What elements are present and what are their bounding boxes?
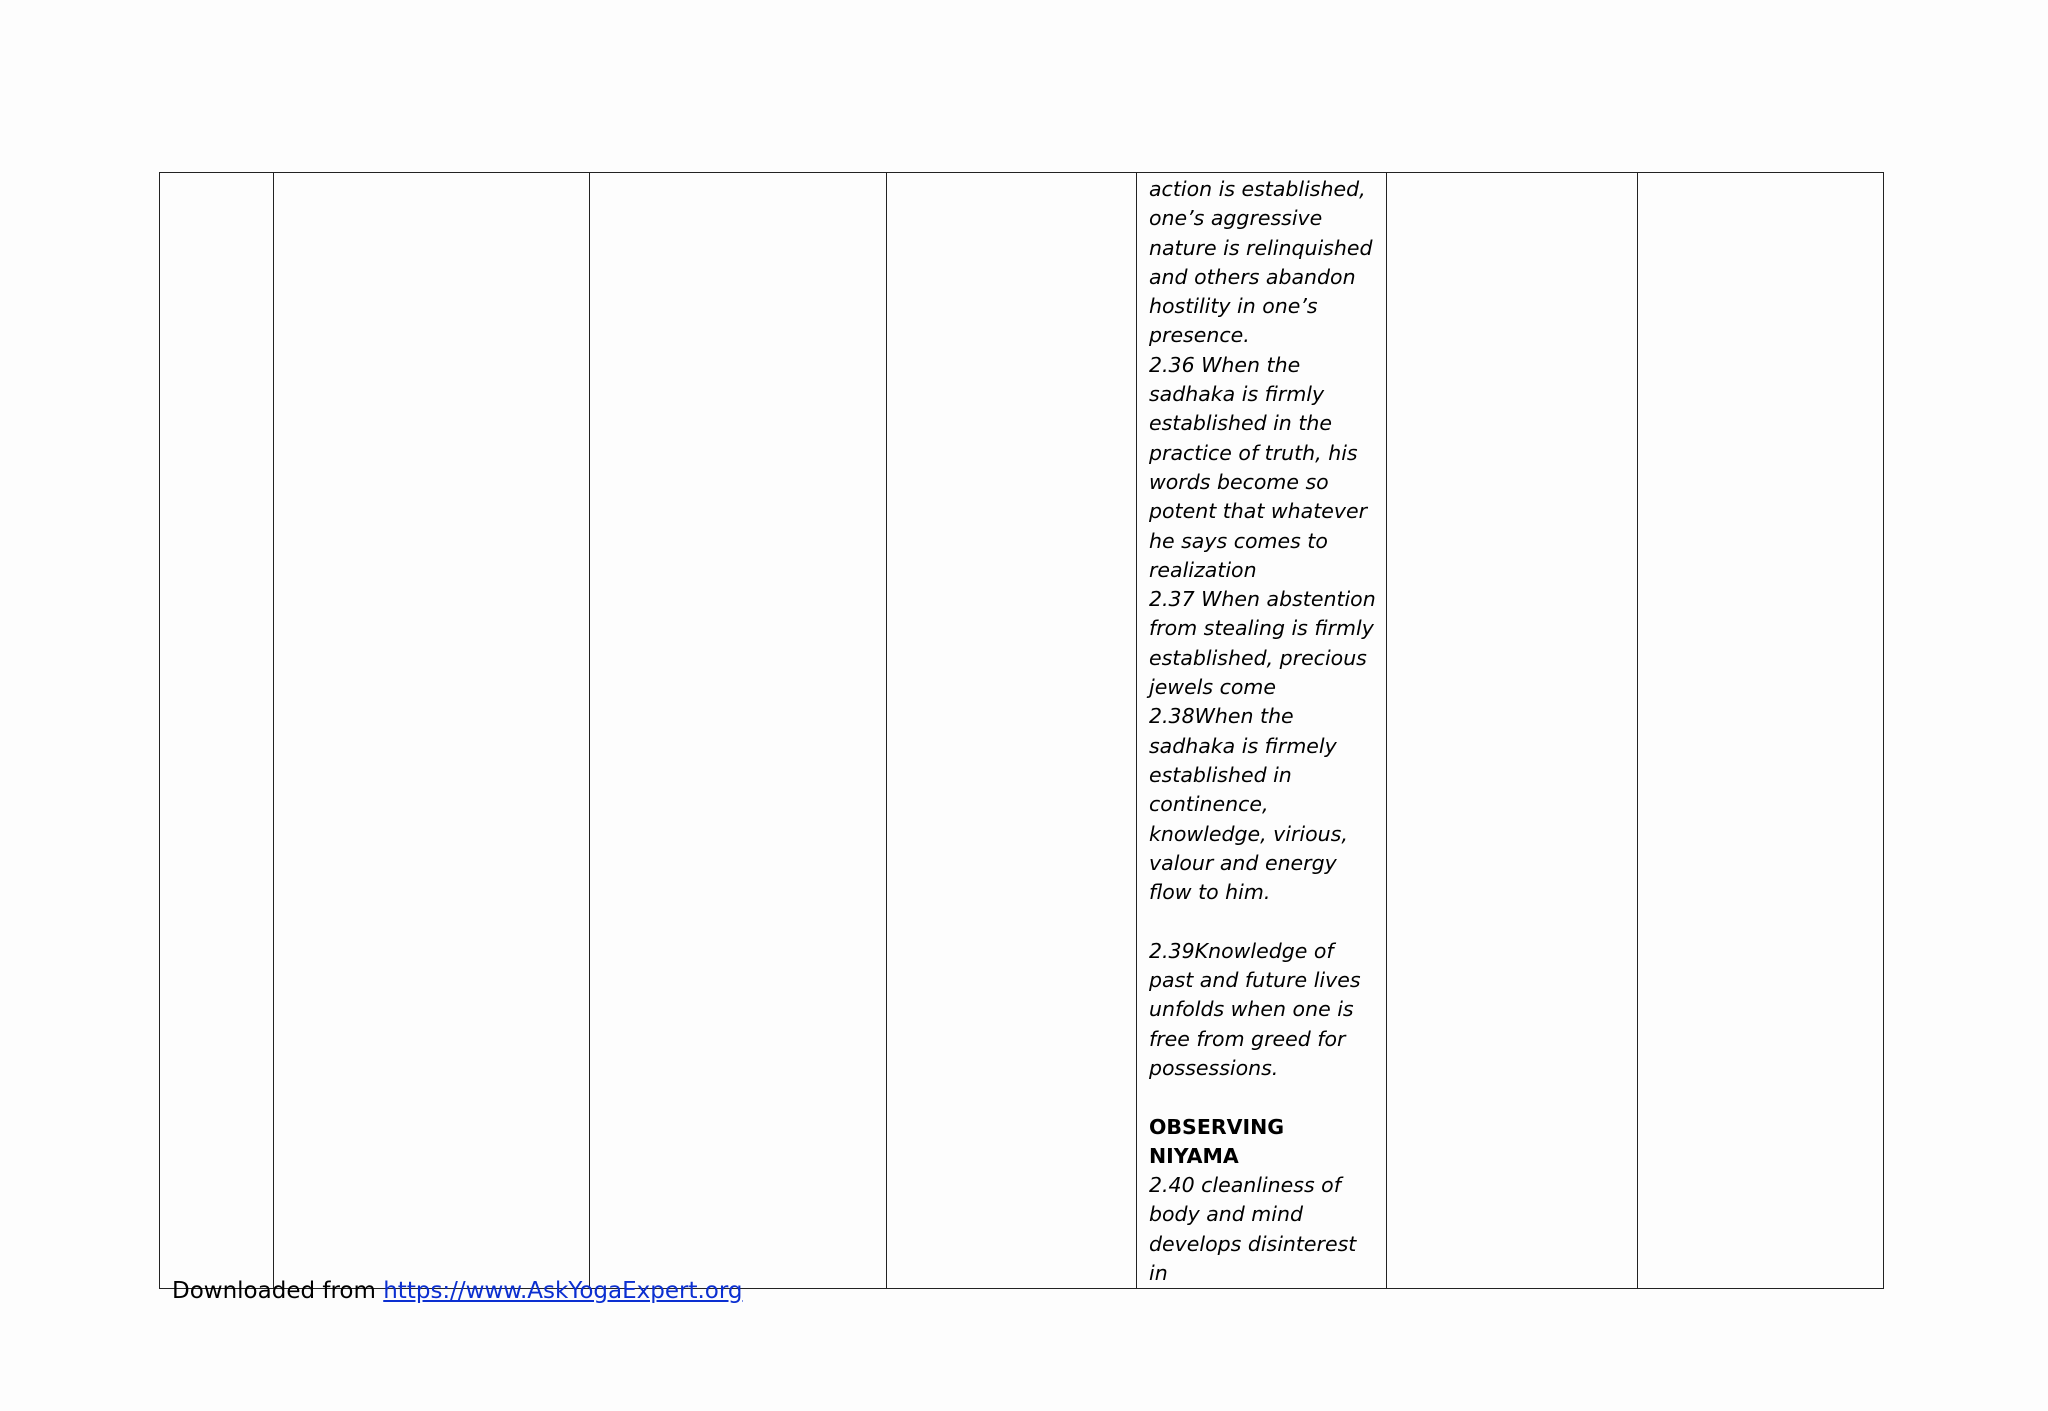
table-cell-4 xyxy=(887,173,1137,1289)
sutra-paragraph: 2.38When the sadhaka is firmely established in continence, knowledge, virious, valour and energy flow to him. xyxy=(1149,704,1348,905)
content-table xyxy=(159,172,1884,1289)
footer-prefix: Downloaded from xyxy=(172,1278,384,1304)
sutra-text xyxy=(1137,173,1386,1288)
table-cell-3 xyxy=(590,173,887,1289)
sutra-paragraph: 2.39Knowledge of past and future lives unfolds when one is free from greed for possessions. xyxy=(1149,938,1361,1080)
table-cell-6 xyxy=(1387,173,1638,1289)
page-footer xyxy=(172,1276,743,1306)
section-heading: OBSERVING NIYAMA xyxy=(1149,1114,1285,1168)
table-cell-2 xyxy=(274,173,590,1289)
sutra-paragraph: 2.40 cleanliness of body and mind develops disinterest in xyxy=(1149,1173,1357,1285)
sutra-cell xyxy=(1137,173,1387,1289)
table-row xyxy=(160,173,1884,1289)
table-cell-1 xyxy=(160,173,274,1289)
sutra-paragraph: action is established, one’s aggressive nature is relinquished and others abandon hostility in one’s presence. xyxy=(1149,177,1373,348)
table-cell-7 xyxy=(1638,173,1884,1289)
sutra-paragraph: 2.37 When abstention from stealing is firmly established, precious jewels come xyxy=(1149,587,1376,700)
blank-line xyxy=(1149,1083,1376,1112)
blank-line xyxy=(1149,907,1376,936)
footer-link[interactable]: https://www.AskYogaExpert.org xyxy=(383,1278,743,1304)
sutra-paragraph: 2.36 When the sadhaka is firmly established in the practice of truth, his words become so potent that whatever he says comes to realization xyxy=(1149,352,1368,582)
